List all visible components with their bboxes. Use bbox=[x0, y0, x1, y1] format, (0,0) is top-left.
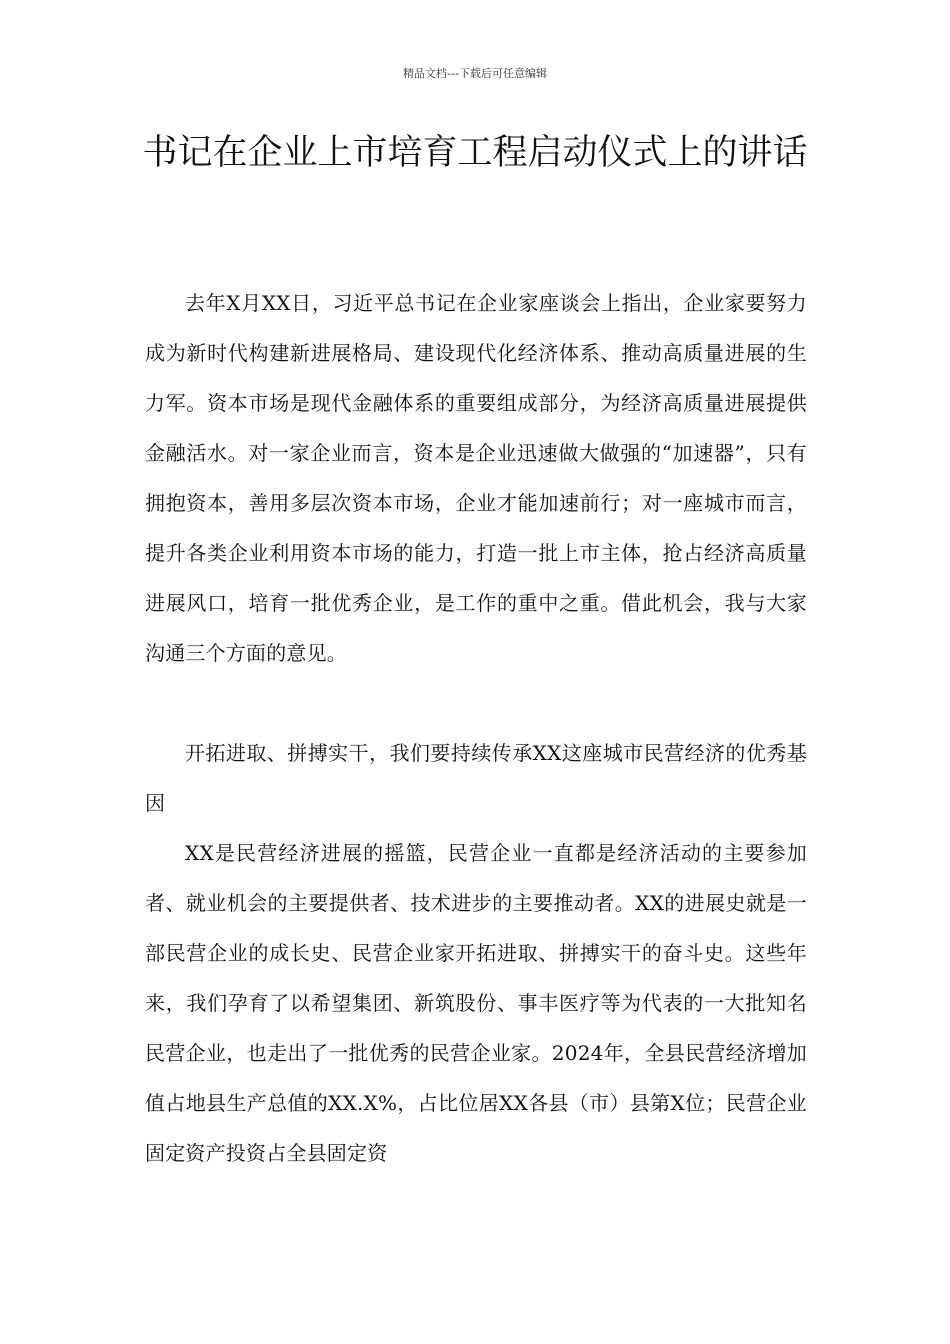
paragraph-intro: 去年X月XX日，习近平总书记在企业家座谈会上指出，企业家要努力成为新时代构建新进展格局、建设现代化经济体系、推动高质量进展的生力军。资本市场是现代金融体系的重要组成部分，为经济高质量进展提供金融活水。对一家企业而言，资本是企业迅速做大做强的“加速器”，只有拥抱资本，善用多层次资本市场，企业才能加速前行；对一座城市而言，提升各类企业利用资本市场的能力，打造一批上市主体，抢占经济高质量进展风口，培育一批优秀企业，是工作的重中之重。借此机会，我与大家沟通三个方面的意见。 bbox=[145, 291, 807, 665]
section-heading: 开拓进取、拼搏实干，我们要持续传承XX这座城市民营经济的优秀基因 bbox=[145, 741, 807, 815]
paragraph-section-1: XX是民营经济进展的摇篮，民营企业一直都是经济活动的主要参加者、就业机会的主要提供者、技术进步的主要推动者。XX的进展史就是一部民营企业的成长史、民营企业家开拓进取、拼搏实干的奋斗史。这些年来，我们孕育了以希望集团、新筑股份、事丰医疗等为代表的一大批知名民营企业，也走出了一批优秀的民营企业家。2024年，全县民营经济增加值占地县生产总值的XX.X%，占比位居XX各县（市）县第X位；民营企业固定资产投资占全县固定资 bbox=[145, 841, 807, 1165]
document-title: 书记在企业上市培育工程启动仪式上的讲话 bbox=[142, 133, 808, 173]
document-body bbox=[145, 278, 807, 1178]
header-note: 精品文档---下载后可任意编辑 bbox=[403, 67, 547, 80]
